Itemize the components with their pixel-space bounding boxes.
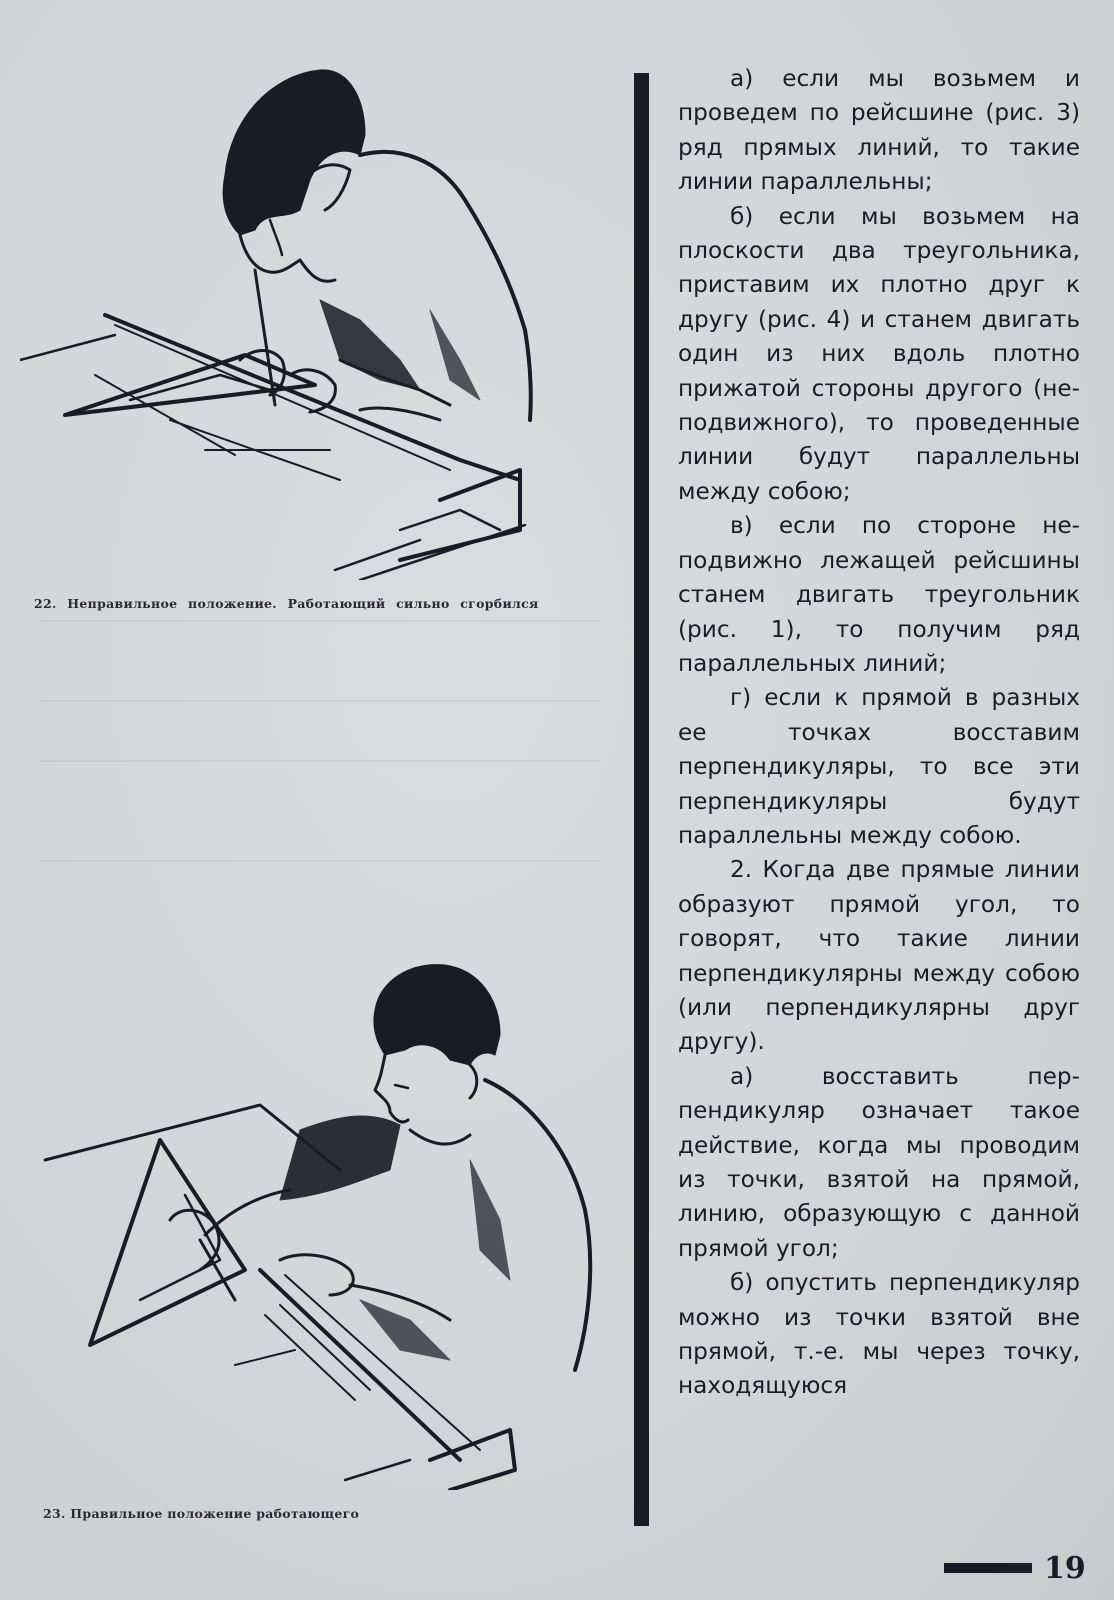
body-text-column <box>678 62 1080 1404</box>
paragraph-a-erect-perpendicular: а) восставить перпендикуляр означает такое действие, когда мы проводим из точки, взятой на прямой, линию, образующую с данной прямой угол; <box>678 1062 1080 1262</box>
show-through-line <box>40 860 600 862</box>
page-footer <box>944 1548 1086 1588</box>
figure-22-caption: 22. Неправильное положение. Работающий сильно сгорбился <box>34 596 539 611</box>
figure-23-caption: 23. Правильное положение работающего <box>43 1506 360 1521</box>
show-through-line <box>40 700 600 702</box>
show-through-line <box>40 760 600 762</box>
paragraph-g-perpendiculars: г) если к прямой в разных ее точках восставим перпендикуляры, то все эти перпендикуляры будут параллельны между собою. <box>678 684 1080 849</box>
paragraph-a-ruler-lines: а) если мы возьмем и проведем по рейсшине (рис. 3) ряд прямых линий, то такие линии параллельны; <box>678 65 1080 196</box>
paragraph-2-right-angle: 2. Когда две прямые линии образуют прямой угол, то говорят, что такие линии перпендикулярны между собою (или перпендикулярны друг другу). <box>678 856 1080 1056</box>
figure-22-incorrect-posture <box>20 60 620 580</box>
paragraph-b-two-triangles: б) если мы возьмем на плоскости два треугольника, приставим их плотно друг к другу (рис. 4) и станем двигать один из них вдоль плотно прижатой стороны другого (неподвижного), то проведенные линии будут параллельны между собою; <box>678 202 1080 505</box>
column-divider-bar <box>634 73 649 1526</box>
page-number-rule <box>944 1563 1032 1573</box>
page-number: 19 <box>1044 1550 1086 1586</box>
paragraph-b-drop-perpendicular: б) опустить перпендикуляр можно из точки взятой вне прямой, т.-е. мы через точку, находящуюся <box>678 1269 1080 1400</box>
show-through-line <box>40 620 600 622</box>
paragraph-v-moving-triangle: в) если по стороне неподвижно лежащей рейсшины станем двигать треугольник (рис. 1), то получим ряд параллельных линий; <box>678 512 1080 677</box>
figure-23-correct-posture <box>30 940 620 1490</box>
